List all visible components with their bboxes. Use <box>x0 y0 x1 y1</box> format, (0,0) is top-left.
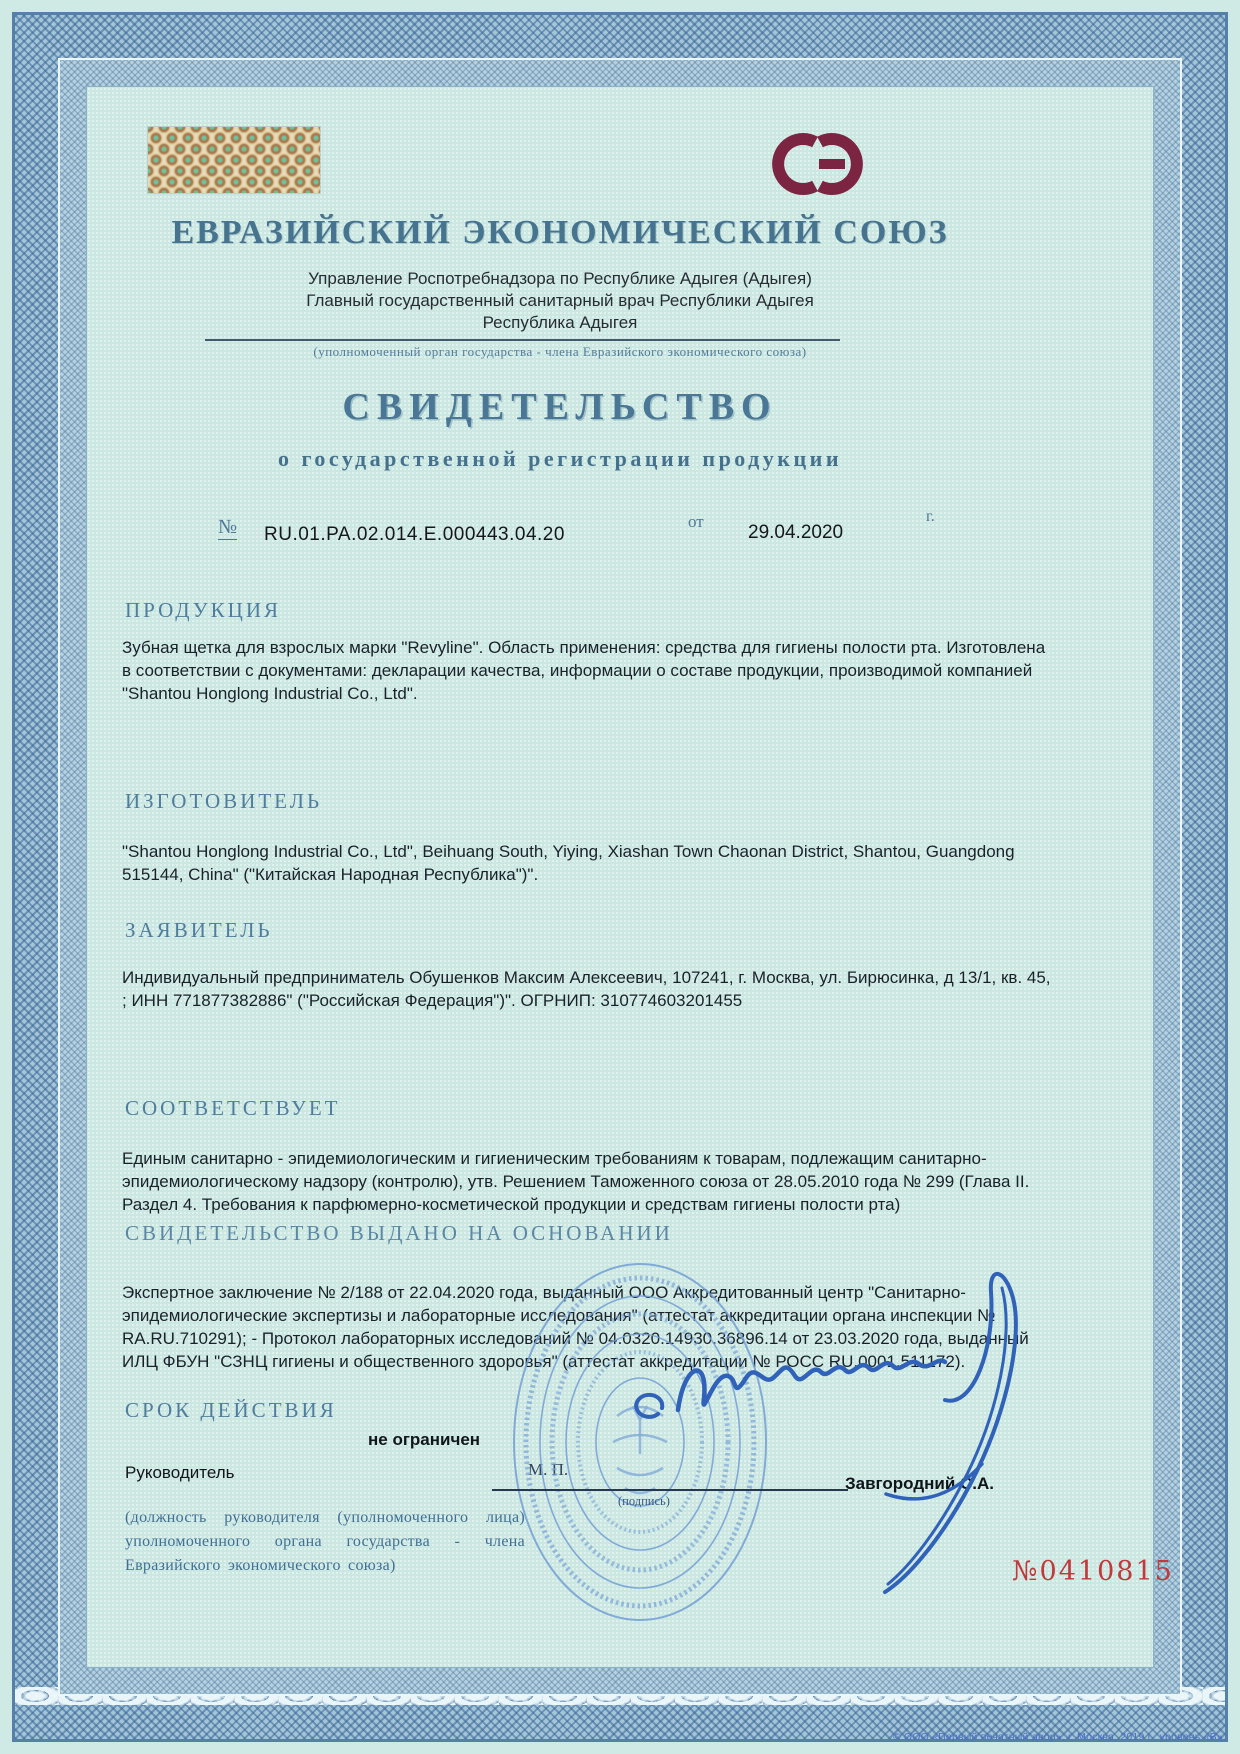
validity-value: не ограничен <box>368 1430 481 1449</box>
role-note: (должность руководителя (уполномоченного лица) уполномоченного органа государства - члена Евразийского экономического союза) <box>125 1509 525 1574</box>
reg-number-label: № <box>218 516 238 538</box>
head-role-label: Руководитель <box>125 1463 235 1482</box>
authority-line-3: Республика Адыгея <box>482 313 638 332</box>
eaeu-se-logo-icon <box>763 126 875 202</box>
document-title: СВИДЕТЕЛЬСТВО <box>342 386 778 428</box>
section-title-manufacturer: ИЗГОТОВИТЕЛЬ <box>125 789 323 813</box>
authority-block <box>0 268 1120 334</box>
reg-year-label: г. <box>926 508 935 525</box>
union-title: ЕВРАЗИЙСКИЙ ЭКОНОМИЧЕСКИЙ СОЮЗ <box>171 214 949 251</box>
serial-number: №0410815 <box>1012 1556 1174 1587</box>
section-body-basis: Экспертное заключение № 2/188 от 22.04.2020 года, выданный ООО Аккредитованный центр "Санитарно-эпидемиологические экспертизы и лабораторные исследования" (аттестат аккредитации органа инспекции № RA.RU.710291); - Протокол лабораторных исследований № 04.0320.14930.36896.14 от 23.03.2020 года, выданный ИЛЦ ФБУН "СЗНЦ гигиены и общественного здоровья" (аттестат аккредитации № РОСС RU.0001.511172). <box>122 1283 1029 1371</box>
section-title-validity: СРОК ДЕЙСТВИЯ <box>125 1398 337 1422</box>
section-body-applicant: Индивидуальный предприниматель Обушенков Максим Алексеевич, 107241, г. Москва, ул. Бирюсинка, д 13/1, кв. 45, ; ИНН 771877382886" ("Российская Федерация")". ОГРНИП: 310774603201455 <box>122 968 1051 1010</box>
signer-name: Завгородний С.А. <box>845 1474 995 1493</box>
section-body-product: Зубная щетка для взрослых марки "Revyline". Область применения: средства для гигиены полости рта. Изготовлена в соответствии с документами: декларации качества, информации о составе продукции, производимой компанией "Shantou Honglong Industrial Co., Ltd". <box>122 638 1046 703</box>
section-title-applicant: ЗАЯВИТЕЛЬ <box>125 918 273 942</box>
section-body-manufacturer: "Shantou Honglong Industrial Co., Ltd", Beihuang South, Yiying, Xiashan Town Chaonan District, Shantou, Guangdong 515144, China" ("Китайская Народная Республика")". <box>122 842 1015 884</box>
document-subtitle: о государственной регистрации продукции <box>277 446 843 471</box>
section-body-conformity: Единым санитарно - эпидемиологическим и гигиеническим требованиям к товарам, подлежащим санитарно-эпидемиологическому надзору (контролю), утв. Решением Таможенного союза от 28.05.2010 года № 299 (Глава II. Раздел 4. Требования к парфюмерно-косметической продукции и средствам гигиены полости рта) <box>122 1149 1030 1214</box>
authority-line-2: Главный государственный санитарный врач Республики Адыгея <box>306 291 814 310</box>
reg-of-label: от <box>688 512 704 531</box>
printer-footer: © ООО «Первый печатный двор», г. Москва, 2019 г., уровень «В». <box>892 1731 1226 1743</box>
section-title-product: ПРОДУКЦИЯ <box>125 598 282 622</box>
section-title-basis: СВИДЕТЕЛЬСТВО ВЫДАНО НА ОСНОВАНИИ <box>125 1221 673 1245</box>
authority-note: (уполномоченный орган государства - члена Евразийского экономического союза) <box>313 344 807 359</box>
signature-icon <box>600 1232 1120 1612</box>
authority-line-1: Управление Роспотребнадзора по Республике Адыгея (Адыгея) <box>308 269 812 288</box>
authority-underline <box>205 339 840 341</box>
reg-number-value: RU.01.PA.02.014.E.000443.04.20 <box>264 524 565 545</box>
signature-caption: (подпись) <box>618 1494 670 1508</box>
section-title-conformity: СООТВЕТСТВУЕТ <box>125 1096 341 1120</box>
stamp-place-mark: М. П. <box>528 1460 569 1479</box>
reg-date-value: 29.04.2020 <box>748 522 844 543</box>
hologram-pattern-strip <box>148 127 320 193</box>
